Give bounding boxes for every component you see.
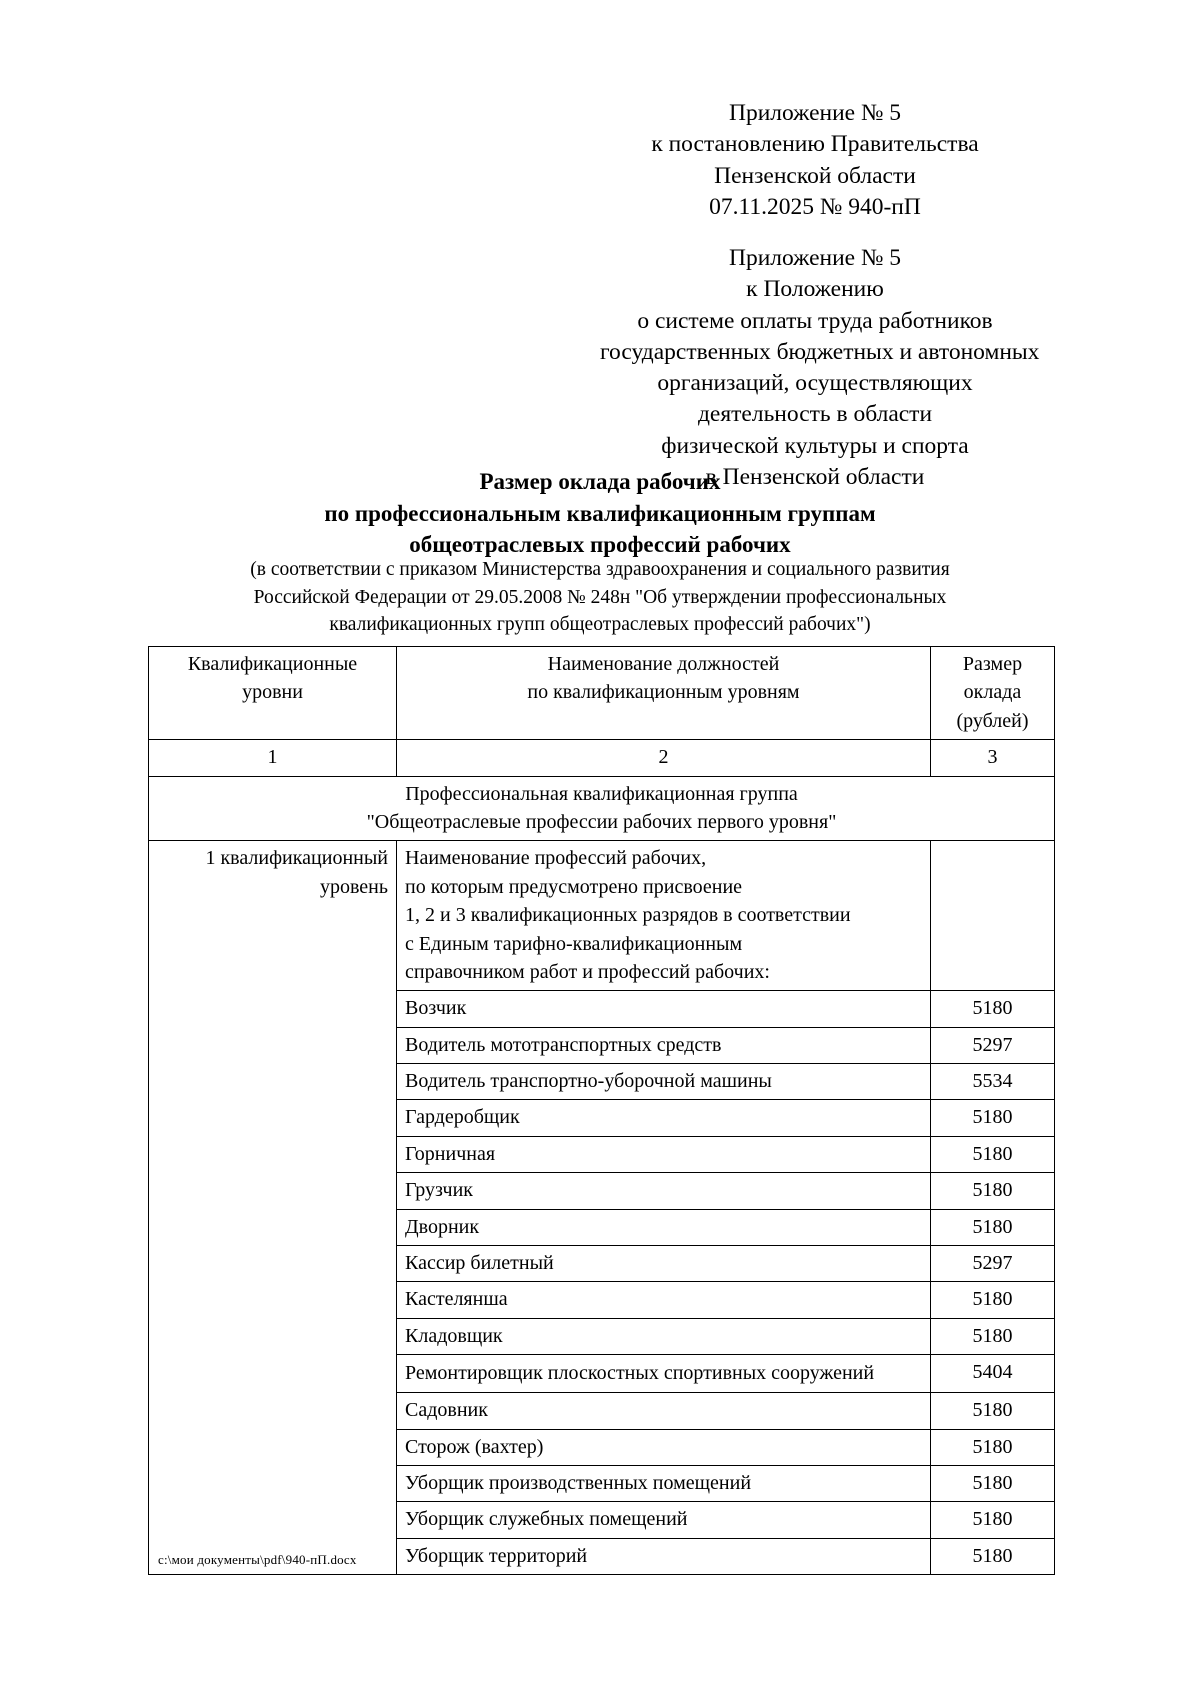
professional-group-cell <box>149 776 1055 841</box>
appendix-decree-line-2: к постановлению Правительства <box>651 131 979 158</box>
job-salary: 5180 <box>931 1100 1055 1136</box>
job-salary: 5180 <box>931 1465 1055 1501</box>
job-title: Водитель транспортно-уборочной машины <box>397 1064 931 1100</box>
header-qualification-levels-line-2: уровни <box>242 681 303 704</box>
job-title: Дворник <box>397 1209 931 1245</box>
profession-description-amount-cell <box>931 841 1055 991</box>
job-salary: 5180 <box>931 1173 1055 1209</box>
job-salary: 5180 <box>931 1538 1055 1574</box>
job-title: Кассир билетный <box>397 1246 931 1282</box>
job-title: Уборщик территорий <box>397 1538 931 1574</box>
appendix-regulation-line-1: Приложение № 5 <box>728 245 902 271</box>
qualification-level-row <box>149 841 1055 991</box>
job-salary: 5180 <box>931 1393 1055 1429</box>
header-cell-qualification-levels <box>149 647 397 740</box>
job-title: Уборщик служебных помещений <box>397 1502 931 1538</box>
footer-file-path: c:\мои документы\pdf\940-пП.docx <box>158 1552 357 1567</box>
profession-description-line-2: по которым предусмотрено присвоение <box>405 875 743 898</box>
appendix-regulation-line-6: деятельность в области <box>697 401 933 428</box>
job-title: Возчик <box>397 991 931 1027</box>
salary-table-wrapper <box>148 646 1054 1575</box>
table-header-row <box>149 647 1055 740</box>
job-salary: 5297 <box>931 1246 1055 1282</box>
profession-description-line-3: 1, 2 и 3 квалификационных разрядов в соответствии <box>405 904 851 927</box>
job-salary: 5180 <box>931 1282 1055 1318</box>
header-qualification-levels-line-1: Квалификационные <box>187 653 358 675</box>
header-cell-salary-amount <box>931 647 1055 740</box>
job-title: Грузчик <box>397 1173 931 1209</box>
professional-group-line-2: "Общеотраслевые профессии рабочих первого уровня" <box>366 810 837 833</box>
job-salary: 5404 <box>931 1355 1055 1393</box>
header-salary-amount-line-3: (рублей) <box>956 709 1029 732</box>
appendix-regulation-block <box>600 243 1040 493</box>
job-salary: 5180 <box>931 1136 1055 1172</box>
page-title <box>150 466 1050 561</box>
appendix-regulation-line-8: в Пензенской области <box>705 463 925 490</box>
professional-group-line-1: Профессиональная квалификационная группа <box>405 782 798 805</box>
professional-group-row <box>149 776 1055 841</box>
appendix-regulation-line-3: о системе оплаты труда работников <box>637 307 993 334</box>
job-salary: 5180 <box>931 991 1055 1027</box>
document-header <box>600 98 1040 493</box>
qualification-level-line-2: уровень <box>319 875 388 898</box>
job-title: Гардеробщик <box>397 1100 931 1136</box>
profession-description-cell <box>397 841 931 991</box>
job-salary: 5180 <box>931 1209 1055 1245</box>
header-salary-amount-line-1: Размер <box>962 653 1023 675</box>
job-title: Уборщик производственных помещений <box>397 1465 931 1501</box>
job-salary: 5180 <box>931 1318 1055 1354</box>
legal-basis-note <box>150 556 1050 639</box>
column-number-3: 3 <box>931 740 1055 776</box>
qualification-level-cell <box>149 841 397 1575</box>
legal-basis-note-line-2: Российской Федерации от 29.05.2008 № 248н "Об утверждении профессиональных <box>253 586 947 608</box>
header-salary-amount-line-2: оклада <box>963 681 1022 704</box>
job-title: Водитель мототранспортных средств <box>397 1027 931 1063</box>
job-title: Кастелянша <box>397 1282 931 1318</box>
appendix-regulation-line-4: государственных бюджетных и автономных <box>600 338 1040 365</box>
job-title: Сторож (вахтер) <box>397 1429 931 1465</box>
job-title: Горничная <box>397 1136 931 1172</box>
header-position-names-line-2: по квалификационным уровням <box>527 681 800 704</box>
page-title-line-3: общеотраслевых профессий рабочих <box>409 532 791 558</box>
profession-description-line-5: справочником работ и профессий рабочих: <box>405 960 770 983</box>
job-salary: 5297 <box>931 1027 1055 1063</box>
column-number-2: 2 <box>397 740 931 776</box>
page-title-line-1: Размер оклада рабочих <box>479 469 721 494</box>
appendix-regulation-line-7: физической культуры и спорта <box>661 432 969 459</box>
column-number-row <box>149 740 1055 776</box>
salary-table <box>148 646 1055 1575</box>
header-cell-position-names <box>397 647 931 740</box>
profession-description-line-4: с Единым тарифно-квалификационным <box>405 932 743 955</box>
job-salary: 5180 <box>931 1502 1055 1538</box>
appendix-regulation-line-2: к Положению <box>746 276 884 303</box>
legal-basis-note-line-1: (в соответствии с приказом Министерства здравоохранения и социального развития <box>250 559 950 580</box>
appendix-decree-line-3: Пензенской области <box>714 162 916 189</box>
appendix-regulation-line-5: организаций, осуществляющих <box>657 370 973 396</box>
column-number-1: 1 <box>149 740 397 776</box>
qualification-level-line-1: 1 квалификационный <box>205 847 388 870</box>
appendix-decree-line-4: 07.11.2025 № 940-пП <box>709 193 921 220</box>
job-salary: 5180 <box>931 1429 1055 1465</box>
job-title: Ремонтировщик плоскостных спортивных сооружений <box>397 1355 931 1393</box>
legal-basis-note-line-3: квалификационных групп общеотраслевых профессий рабочих") <box>329 614 871 636</box>
appendix-decree-block <box>600 98 1030 223</box>
job-salary: 5534 <box>931 1064 1055 1100</box>
page-title-line-2: по профессиональным квалификационным группам <box>324 500 876 526</box>
job-title: Садовник <box>397 1393 931 1429</box>
header-position-names-line-1: Наименование должностей <box>547 653 780 675</box>
profession-description-line-1: Наименование профессий рабочих, <box>405 847 707 870</box>
job-title: Кладовщик <box>397 1318 931 1354</box>
appendix-decree-line-1: Приложение № 5 <box>728 100 902 126</box>
